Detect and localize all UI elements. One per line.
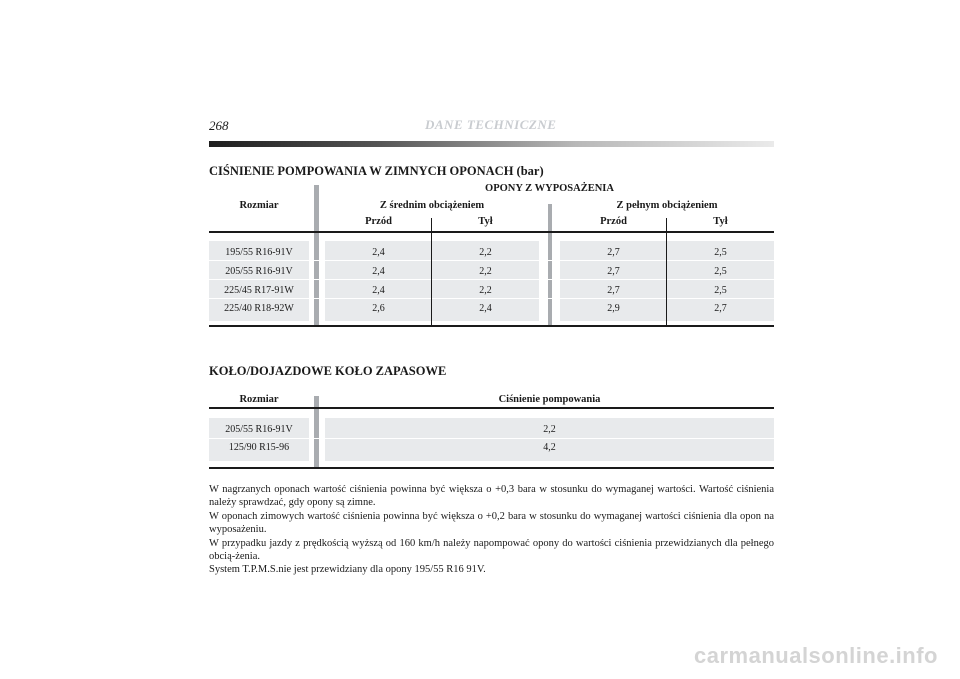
row-separator	[209, 438, 774, 439]
table-cell: 2,7	[714, 303, 727, 314]
full-rear-header: Tył	[713, 216, 728, 227]
table-bottom-line	[209, 325, 774, 327]
table-cell: 205/55 R16-91V	[225, 266, 293, 277]
medium-front-header: Przód	[365, 216, 392, 227]
footnote: W oponach zimowych wartość ciśnienia powinna być większa o +0,2 bara w stosunku do wymaganej wartości ciśnienia dla opon na wyposażeniu.	[209, 510, 774, 536]
header-underline	[209, 231, 774, 233]
tire-pressure-title: CIŚNIENIE POMPOWANIA W ZIMNYCH OPONACH (bar)	[209, 164, 544, 178]
table-cell: 2,2	[479, 266, 492, 277]
table-bottom-line	[209, 467, 774, 469]
footnote: W nagrzanych oponach wartość ciśnienia powinna być większa o +0,3 bara w stosunku do wymaganej wartości. Wartość ciśnienia należy sprawdzać, gdy opony są zimne.	[209, 484, 774, 509]
table-cell: 2,7	[607, 247, 620, 258]
table-cell: 2,5	[714, 247, 727, 258]
table-cell: 2,4	[479, 303, 492, 314]
table-cell: 125/90 R15-96	[228, 442, 290, 453]
table-cell: 2,4	[372, 266, 385, 277]
page-number: 268	[209, 118, 229, 133]
table-cell: 2,9	[607, 303, 620, 314]
row-separator	[209, 279, 774, 280]
group-header: OPONY Z WYPOSAŻENIA	[485, 183, 614, 194]
section-title: DANE TECHNICZNE	[425, 117, 557, 132]
table-cell: 2,6	[372, 303, 385, 314]
table-cell: 2,5	[714, 285, 727, 296]
col-size-header: Rozmiar	[239, 200, 279, 211]
row-separator	[209, 298, 774, 299]
vertical-divider	[314, 185, 319, 326]
row-separator	[209, 260, 774, 261]
table-cell: 2,7	[607, 285, 620, 296]
header-underline	[209, 407, 774, 409]
table-cell: 2,4	[372, 247, 385, 258]
medium-load-header: Z średnim obciążeniem	[379, 200, 485, 211]
medium-rear-header: Tył	[478, 216, 493, 227]
full-front-header: Przód	[600, 216, 627, 227]
full-load-header: Z pełnym obciążeniem	[616, 200, 718, 211]
col-pressure-header: Ciśnienie pompowania	[498, 394, 601, 405]
vertical-divider	[548, 204, 552, 326]
table-cell: 2,5	[714, 266, 727, 277]
table-cell: 2,2	[479, 285, 492, 296]
table-cell: 4,2	[543, 442, 556, 453]
table-cell: 2,2	[543, 424, 556, 435]
table-cell: 205/55 R16-91V	[225, 424, 293, 435]
table-cell: 225/40 R18-92W	[224, 303, 294, 314]
watermark: carmanualsonline.info	[694, 643, 938, 668]
spare-wheel-title: KOŁO/DOJAZDOWE KOŁO ZAPASOWE	[209, 364, 447, 378]
table-cell: 225/45 R17-91W	[224, 285, 294, 296]
table-cell: 195/55 R16-91V	[225, 247, 293, 258]
footnote: W przypadku jazdy z prędkością wyższą od 160 km/h należy napompować opony do wartości ciśnienia przewidzianych dla pełnego obcią-żenia.	[209, 537, 774, 563]
footnote: System T.P.M.S.nie jest przewidziany dla opony 195/55 R16 91V.	[209, 564, 486, 576]
col-size-header: Rozmiar	[239, 394, 279, 405]
footnotes	[209, 483, 774, 577]
header-rule	[209, 141, 774, 147]
table-cell: 2,2	[479, 247, 492, 258]
table-cell: 2,4	[372, 285, 385, 296]
table-cell: 2,7	[607, 266, 620, 277]
